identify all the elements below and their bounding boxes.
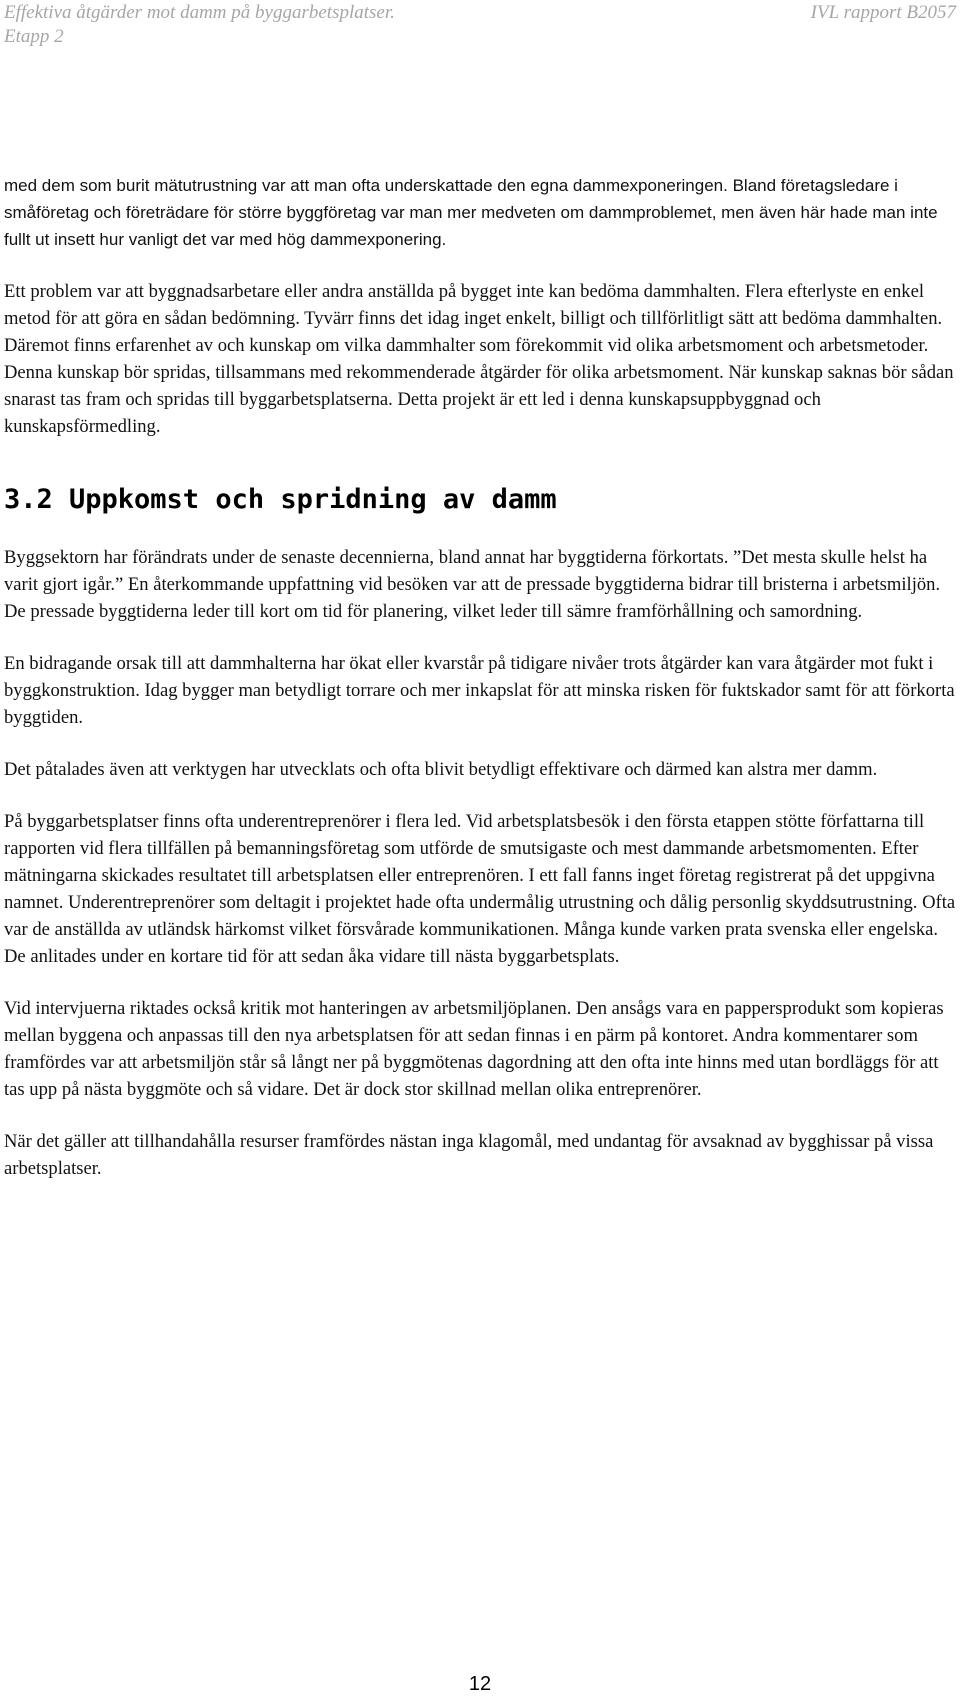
document-body	[4, 172, 956, 1207]
section-heading: 3.2 Uppkomst och spridning av damm	[4, 484, 557, 515]
header-title-line2: Etapp 2	[4, 26, 64, 47]
page-number: 12	[468, 1673, 492, 1695]
header-report-number: IVL rapport B2057	[810, 2, 956, 23]
paragraph-dust-assessment: Ett problem var att byggnadsarbetare eller andra anställda på bygget inte kan bedöma dammhalten. Flera efterlyste en enkel metod för att göra en sådan bedömning. Tyvärr finns det idag inget enkelt, billigt och tillförlitligt sätt att bedöma dammhalten. Däremot finns erfarenhet av och kunskap om vilka dammhalter som förekommit vid olika arbetsmoment och arbetsmetoder. Denna kunskap bör spridas, tillsammans med rekommenderade åtgärder för olika arbetsmoment. När kunskap saknas bör sådan snarast tas fram och spridas till byggarbetsplatserna. Detta projekt är ett led i denna kunskapsuppbyggnad och kunskapsförmedling.	[4, 281, 954, 437]
paragraph-tools: Det påtalades även att verktygen har utvecklats och ofta blivit betydligt effektivare och därmed kan alstra mer damm.	[4, 759, 878, 780]
paragraph-work-environment-plan: Vid intervjuerna riktades också kritik mot hanteringen av arbetsmiljöplanen. Den ansågs vara en pappersprodukt som kopieras mellan byggena och anpassas till den nya arbetsplatsen för att sedan finnas i en pärm på kontoret. Andra kommentarer som framfördes var att arbetsmiljön står så långt ner på byggmötenas dagordning att den ofta inte hinns med utan bordläggs för att tas upp på nästa byggmöte och så vidare. Det är dock stor skillnad mellan olika entreprenörer.	[4, 998, 944, 1100]
paragraph-resources: När det gäller att tillhandahålla resurser framfördes nästan inga klagomål, med undantag för avsaknad av bygghissar på vissa arbetsplatser.	[4, 1131, 934, 1179]
page-header	[0, 0, 960, 52]
paragraph-moisture-measures: En bidragande orsak till att dammhalterna har ökat eller kvarstår på tidigare nivåer trots åtgärder kan vara åtgärder mot fukt i byggkonstruktion. Idag bygger man betydligt torrare och mer inkapslat för att minska risken för fuktskador samt för att förkorta byggtiden.	[4, 653, 955, 728]
header-title-line1: Effektiva åtgärder mot damm på byggarbetsplatser.	[4, 2, 395, 23]
header-report-title	[4, 1, 395, 49]
paragraph-subcontractors: På byggarbetsplatser finns ofta underentreprenörer i flera led. Vid arbetsplatsbesök i den första etappen stötte författarna till rapporten vid flera tillfällen på bemanningsföretag som utförde de smutsigaste och mest dammande arbetsmomenten. Efter mätningarna skickades resultatet till arbetsplatsen eller entreprenören. I ett fall fanns inget företag registrerat på det uppgivna namnet. Underentreprenörer som deltagit i projektet hade ofta undermålig utrustning och dålig personlig skyddsutrustning. Ofta var de anställda av utländsk härkomst vilket försvårade kommunikationen. Många kunde varken prata svenska eller engelska. De anlitades under en kortare tid för att sedan åka vidare till nästa byggarbetsplats.	[4, 811, 956, 967]
paragraph-building-times: Byggsektorn har förändrats under de senaste decennierna, bland annat har byggtiderna förkortats. ”Det mesta skulle helst ha varit gjort igår.” En återkommande uppfattning vid besöken var att de pressade byggtiderna bidrar till bristerna i arbetsmiljön. De pressade byggtiderna leder till kort om tid för planering, vilket leder till sämre framförhållning och samordning.	[4, 547, 941, 622]
paragraph-exposure-awareness: med dem som burit mätutrustning var att man ofta underskattade den egna dammexponeringen. Bland företagsledare i småföretag och företrädare för större byggföretag var man mer medveten om dammproblemet, men även här hade man inte fullt ut insett hur vanligt det var med hög dammexponering.	[4, 176, 938, 249]
